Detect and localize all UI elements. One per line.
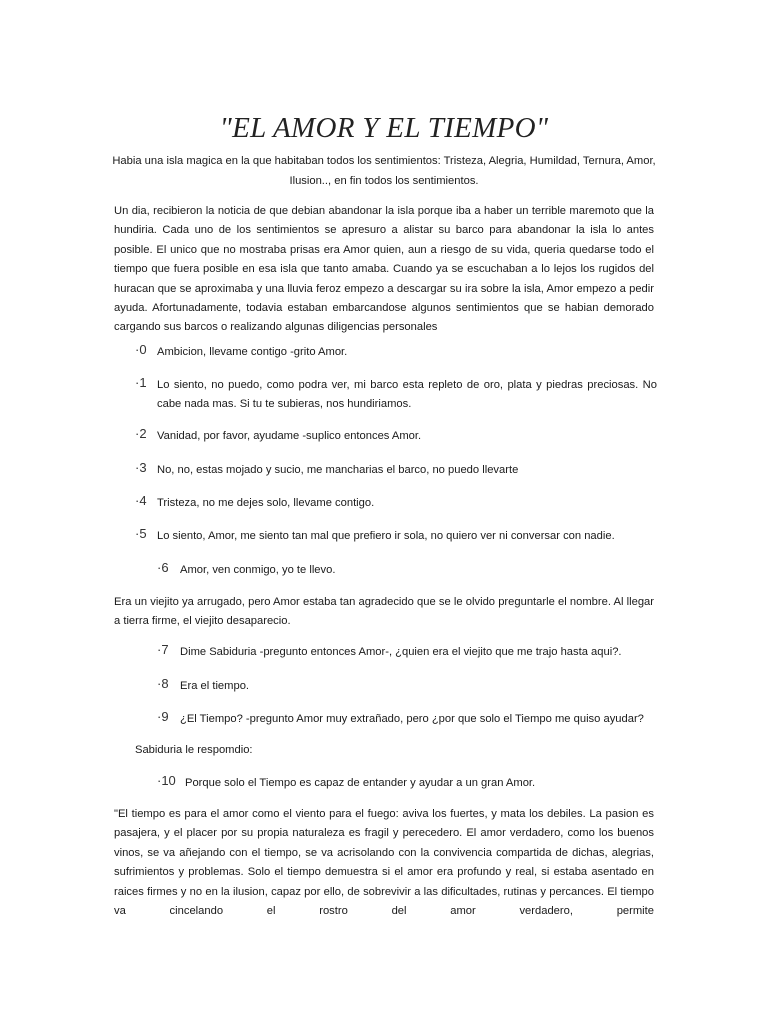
- list-item-4: [135, 494, 657, 513]
- list-item-6: [157, 561, 657, 580]
- list-number: ·8: [157, 676, 169, 691]
- list-item-text: Era el tiempo.: [180, 680, 250, 692]
- sabiduria-line: Sabiduria le respomdio:: [135, 744, 253, 756]
- story-paragraph-2: Era un viejito ya arrugado, pero Amor estaba tan agradecido que se le olvido preguntarle el nombre. Al llegar a tierra firme, el viejito desaparecio.: [114, 596, 654, 628]
- list-number: ·4: [135, 493, 147, 508]
- list-item-text: Tristeza, no me dejes solo, llevame contigo.: [157, 497, 375, 509]
- story-paragraph-1: Un dia, recibieron la noticia de que debian abandonar la isla porque iba a haber un terrible maremoto que la hundiria. Cada uno de los sentimientos se apresuro a alistar su barco para abandonar la isla lo antes posible. El unico que no mostraba prisas era Amor quien, aun a riesgo de su vida, queria quedarse todo el tiempo que fuera posible en esa isla que tanto amaba. Cuando ya se escuchaban a lo lejos los rugidos del huracan que se aproximaba y una lluvia feroz empezo a descargar su ira sobre la isla, Amor empezo a pedir ayuda. Afortunadamente, todavia estaban embarcandose algunos sentimientos que se habian demorado cargando sus barcos o realizando algunas diligencias personales: [114, 205, 654, 334]
- list-item-10: [157, 774, 657, 793]
- list-item-text: Lo siento, no puedo, como podra ver, mi barco esta repleto de oro, plata y piedras preciosas. No cabe nada mas. Si tu te subieras, nos hundiriamos.: [157, 379, 657, 411]
- list-number: ·1: [135, 375, 147, 390]
- intro-paragraph: Habia una isla magica en la que habitaban todos los sentimientos: Tristeza, Alegria, Humildad, Ternura, Amor, Ilusion.., en fin todos los sentimientos.: [112, 155, 656, 187]
- list-item-text: Amor, ven conmigo, yo te llevo.: [180, 564, 336, 576]
- list-item-1: [135, 376, 657, 415]
- list-number: ·7: [157, 642, 169, 657]
- list-number: ·2: [135, 426, 147, 441]
- list-number: ·0: [135, 342, 147, 357]
- list-item-8: [157, 677, 657, 696]
- list-item-0: [135, 343, 657, 362]
- list-item-3: [135, 461, 657, 480]
- list-item-7: [157, 643, 657, 662]
- list-number: ·5: [135, 526, 147, 541]
- list-number: ·10: [157, 773, 176, 788]
- list-item-text: Dime Sabiduria -pregunto entonces Amor-, ¿quien era el viejito que me trajo hasta aqui?.: [180, 646, 622, 658]
- list-number: ·3: [135, 460, 147, 475]
- list-item-text: ¿El Tiempo? -pregunto Amor muy extrañado, pero ¿por que solo el Tiempo me quiso ayudar?: [180, 713, 644, 725]
- list-item-text: Porque solo el Tiempo es capaz de entander y ayudar a un gran Amor.: [185, 777, 536, 789]
- story-paragraph-3: "El tiempo es para el amor como el viento para el fuego: aviva los fuertes, y mata los debiles. La pasion es pasajera, y el placer por su propia naturaleza es fragil y perecedero. El amor verdadero, como los buenos vinos, se va añejando con el tiempo, se va acrisolando con la convivencia compartida de dichas, alegrias, sufrimientos y problemas. Solo el tiempo demuestra si el amor era profundo y real, si estaba asentado en raices firmes y no en la ilusion, capaz por ello, de sobrevivir a las dificultades, rutinas y percances. El tiempo va cincelando el rostro del amor verdadero, permite: [114, 808, 654, 918]
- list-item-text: Ambicion, llevame contigo -grito Amor.: [157, 346, 348, 358]
- list-item-5: [135, 527, 657, 546]
- list-item-text: No, no, estas mojado y sucio, me mancharias el barco, no puedo llevarte: [157, 464, 519, 476]
- list-item-text: Vanidad, por favor, ayudame -suplico entonces Amor.: [157, 430, 422, 442]
- list-number: ·9: [157, 709, 169, 724]
- list-number: ·6: [157, 560, 169, 575]
- document-title: "EL AMOR Y EL TIEMPO": [219, 112, 549, 144]
- list-item-text: Lo siento, Amor, me siento tan mal que prefiero ir sola, no quiero ver ni conversar con nadie.: [157, 530, 615, 542]
- list-item-9: [157, 710, 657, 729]
- list-item-2: [135, 427, 657, 446]
